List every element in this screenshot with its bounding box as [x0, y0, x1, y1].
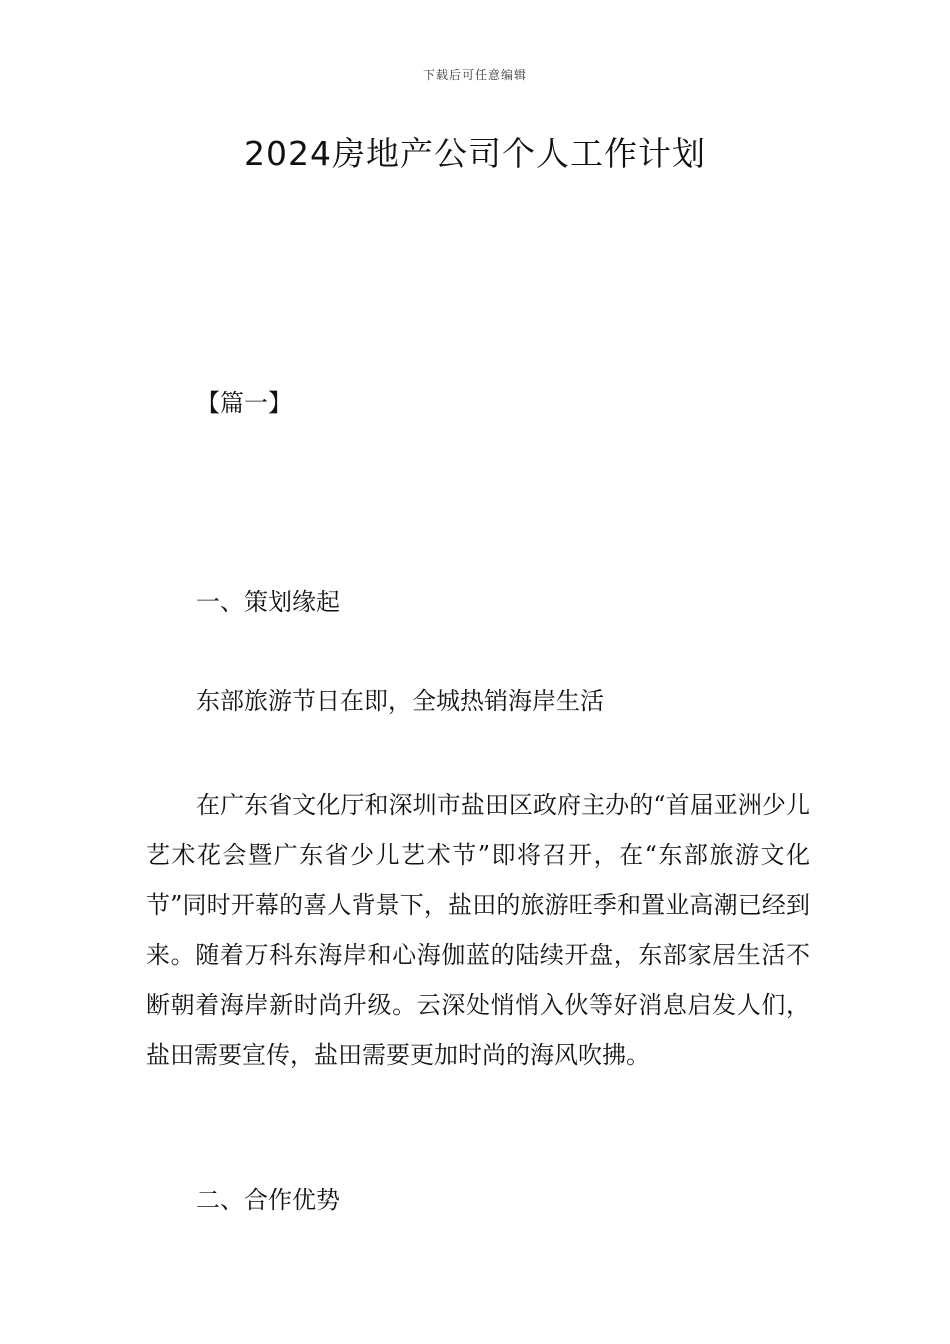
- header-note: 下载后可任意编辑: [422, 68, 527, 82]
- section-heading-advantages: 二、合作优势: [196, 1186, 340, 1214]
- sub-heading: 东部旅游节日在即，全城热销海岸生活: [196, 687, 604, 715]
- body-paragraph: 在广东省文化厅和深圳市盐田区政府主办的“首届亚洲少儿艺术花会暨广东省少儿艺术节”即将召开，在“东部旅游文化节”同时开幕的喜人背景下，盐田的旅游旺季和置业高潮已经到来。随着万科东海岸和心海伽蓝的陆续开盘，东部家居生活不断朝着海岸新时尚升级。云深处悄悄入伙等好消息启发人们，盐田需要宣传，盐田需要更加时尚的海风吹拂。: [146, 791, 810, 1069]
- section-heading-origin: 一、策划缘起: [196, 588, 340, 616]
- section-marker: 【篇一】: [196, 389, 292, 417]
- document-title: 2024房地产公司个人工作计划: [244, 134, 706, 173]
